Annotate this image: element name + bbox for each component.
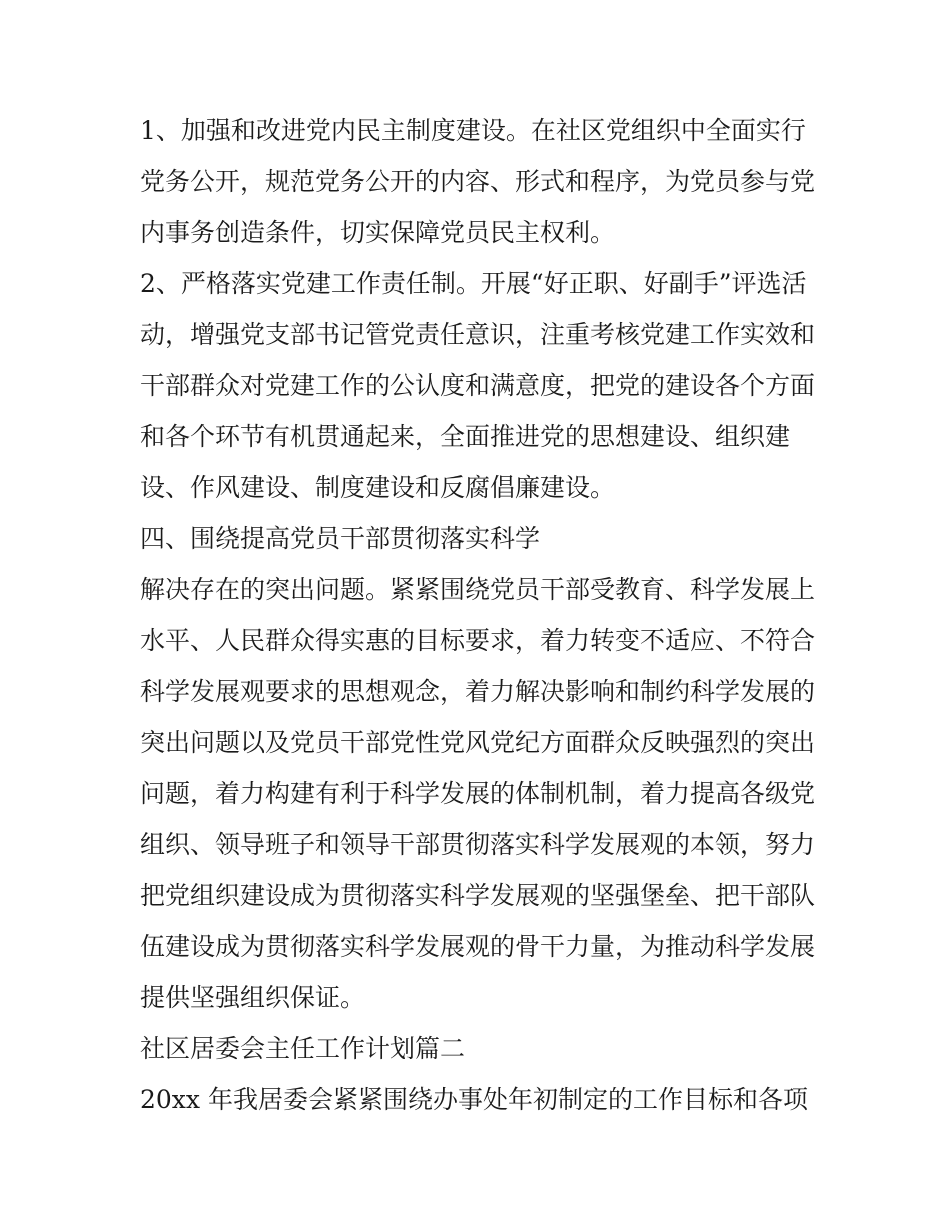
text-line: 干部群众对党建工作的公认度和满意度，把党的建设各个方面 bbox=[140, 371, 816, 400]
text-line: 党务公开，规范党务公开的内容、形式和程序，为党员参与党 bbox=[140, 167, 816, 196]
text-line: 2、严格落实党建工作责任制。开展“好正职、好副手”评选活 bbox=[140, 269, 807, 298]
section-heading: 四、围绕提高党员干部贯彻落实科学 bbox=[140, 524, 541, 553]
text-line: 问题，着力构建有利于科学发展的体制机制，着力提高各级党 bbox=[140, 779, 816, 808]
document-body bbox=[140, 105, 820, 1125]
text-line: 伍建设成为贯彻落实科学发展观的骨干力量，为推动科学发展 bbox=[140, 932, 816, 961]
text-line: 1、加强和改进党内民主制度建设。在社区党组织中全面实行 bbox=[140, 116, 806, 145]
text-line: 和各个环节有机贯通起来，全面推进党的思想建设、组织建 bbox=[140, 422, 791, 451]
text-line: 内事务创造条件，切实保障党员民主权利。 bbox=[140, 218, 616, 247]
text-line: 解决存在的突出问题。紧紧围绕党员干部受教育、科学发展上 bbox=[140, 575, 816, 604]
text-line: 组织、领导班子和领导干部贯彻落实科学发展观的本领，努力 bbox=[140, 830, 816, 859]
text-line: 动，增强党支部书记管党责任意识，注重考核党建工作实效和 bbox=[140, 320, 816, 349]
text-line: 把党组织建设成为贯彻落实科学发展观的坚强堡垒、把干部队 bbox=[140, 881, 816, 910]
text-line: 突出问题以及党员干部党性党风党纪方面群众反映强烈的突出 bbox=[140, 728, 816, 757]
text-line: 提供坚强组织保证。 bbox=[140, 983, 366, 1012]
text-line: 科学发展观要求的思想观念，着力解决影响和制约科学发展的 bbox=[140, 677, 816, 706]
text-line: 设、作风建设、制度建设和反腐倡廉建设。 bbox=[140, 473, 616, 502]
section-heading: 社区居委会主任工作计划篇二 bbox=[140, 1034, 466, 1063]
text-line: 水平、人民群众得实惠的目标要求，着力转变不适应、不符合 bbox=[140, 626, 816, 655]
text-line: 20xx 年我居委会紧紧围绕办事处年初制定的工作目标和各项 bbox=[140, 1085, 808, 1114]
